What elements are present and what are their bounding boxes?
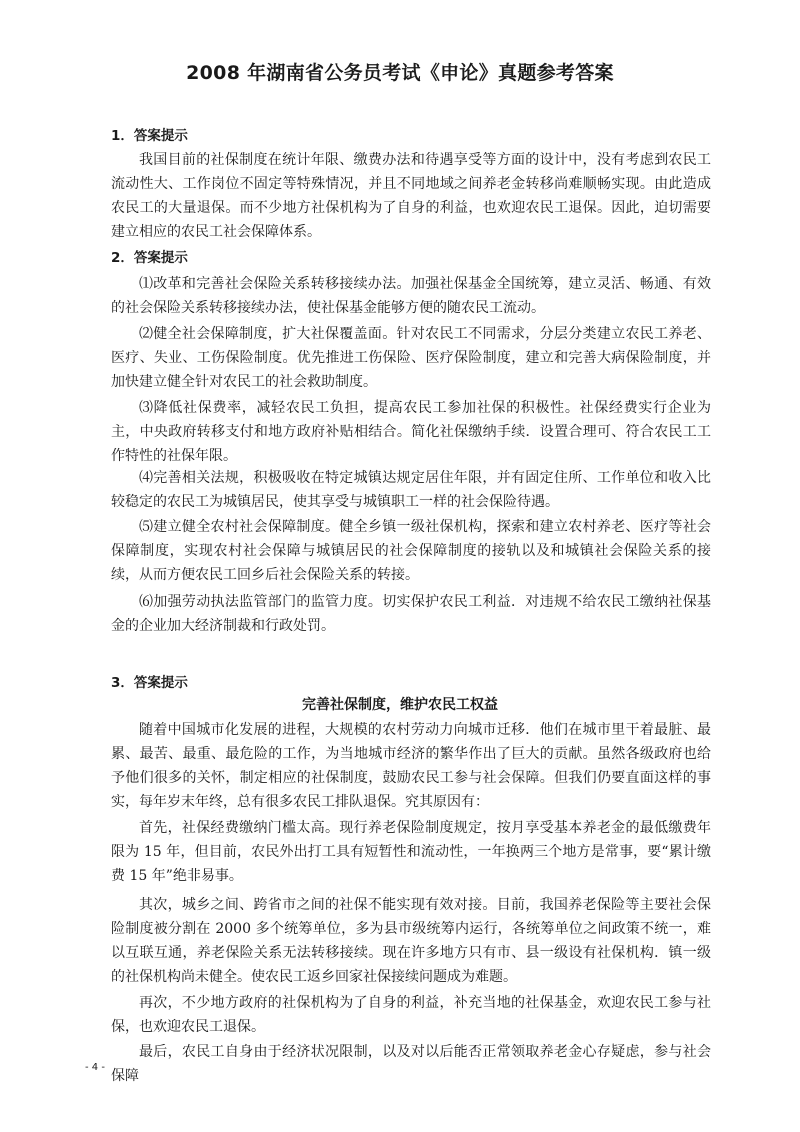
essay-paragraph-1: 随着中国城市化发展的进程，大规模的农村劳动力向城市迁移．他们在城市里干着最脏、最累、最苦、最重、最危险的工作，为当地城市经济的繁华作出了巨大的贡献。虽然各级政府也给予他们很多的关怀，制定相应的社保制度，鼓励农民工参与社会保障。但我们仍要直面这样的事实，每年岁末年终，总有很多农民工排队退保。究其原因有： [111,722,711,810]
section-2-item-3: ⑶降低社保费率，减轻农民工负担，提高农民工参加社保的积极性。社保经费实行企业为主，中央政府转移支付和地方政府补贴相结合。简化社保缴纳手续．设置合理可、符合农民工工作特性的社保年限。 [111,400,711,464]
section-2-item-1: ⑴改革和完善社会保险关系转移接续办法。加强社保基金全国统筹，建立灵活、畅通、有效的社会保险关系转移接续办法，使社保基金能够方便的随农民工流动。 [111,276,711,316]
page-number: - 4 - [85,1062,105,1073]
section-2-heading: 2．答案提示 [111,250,188,266]
essay-paragraph-3: 其次，城乡之间、跨省市之间的社保不能实现有效对接。目前，我国养老保险等主要社会保险制度被分割在 2000 多个统筹单位，多为县市级统筹内运行，各统筹单位之间政策不统一，难以互联互通，养老保险关系无法转移接续。现在许多地方只有市、县一级设有社保机构．镇一级的社保机构尚未健全。使农民工返乡回家社保接续问题成为难题。 [111,897,711,985]
section-3-heading: 3．答案提示 [111,675,188,691]
section-2-item-5: ⑸建立健全农村社会保障制度。健全乡镇一级社保机构，探索和建立农村养老、医疗等社会保障制度，实现农村社会保障与城镇居民的社会保障制度的接轨以及和城镇社会保险关系的接续，从而方便农民工回乡后社会保险关系的转接。 [111,519,711,583]
section-2-item-4: ⑷完善相关法规，积极吸收在特定城镇达规定居住年限，并有固定住所、工作单位和收入比较稳定的农民工为城镇居民，使其享受与城镇职工一样的社会保险待遇。 [111,470,711,510]
essay-paragraph-5: 最后，农民工自身由于经济状况限制，以及对以后能否正常领取养老金心存疑虑，参与社会保障 [111,1044,711,1084]
section-2-item-2: ⑵健全社会保障制度，扩大社保覆盖面。针对农民工不同需求，分层分类建立农民工养老、医疗、失业、工伤保险制度。优先推进工伤保险、医疗保险制度，建立和完善大病保险制度，并加快建立健全针对农民工的社会救助制度。 [111,326,711,390]
essay-title: 完善社保制度，维护农民工权益 [302,697,498,713]
essay-paragraph-4: 再次，不少地方政府的社保机构为了自身的利益，补充当地的社保基金，欢迎农民工参与社保，也欢迎农民工退保。 [111,995,711,1035]
section-1-paragraph: 我国目前的社保制度在统计年限、缴费办法和待遇享受等方面的设计中，没有考虑到农民工流动性大、工作岗位不固定等特殊情况，并且不同地域之间养老金转移尚难顺畅实现。由此造成农民工的大量退保。而不少地方社保机构为了自身的利益，也欢迎农民工退保。因此，迫切需要建立相应的农民工社会保障体系。 [111,152,711,240]
section-2-item-6: ⑹加强劳动执法监管部门的监管力度。切实保护农民工利益．对违规不给农民工缴纳社保基金的企业加大经济制裁和行政处罚。 [111,594,711,634]
page-title: 2008 年湖南省公务员考试《申论》真题参考答案 [186,62,614,84]
essay-paragraph-2: 首先，社保经费缴纳门槛太高。现行养老保险制度规定，按月享受基本养老金的最低缴费年限为 15 年，但目前，农民外出打工具有短暂性和流动性，一年换两三个地方是常事，要“累计缴费 15 年”绝非易事。 [111,820,711,884]
section-1-heading: 1．答案提示 [111,128,188,144]
